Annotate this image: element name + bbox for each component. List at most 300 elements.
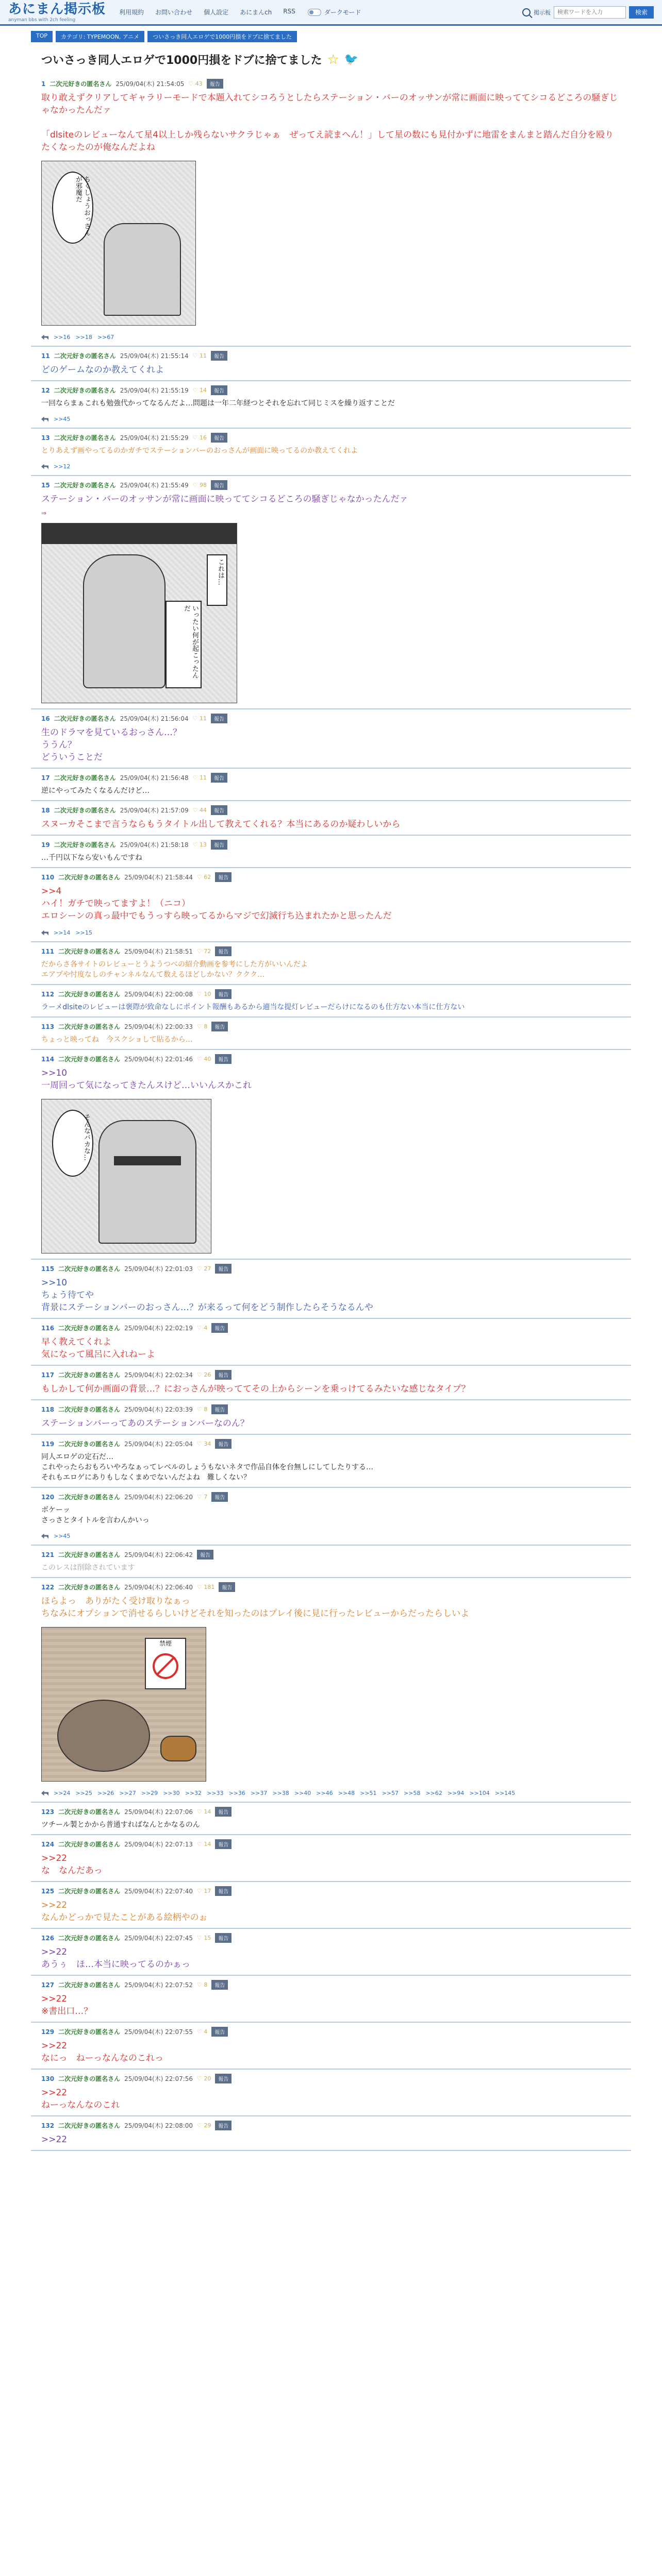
- post-header: [41, 429, 621, 446]
- post-date: 25/09/04(木) 21:55:49: [120, 482, 189, 489]
- heart-icon: ♡: [197, 948, 204, 955]
- heart-icon: ♡: [197, 1023, 204, 1030]
- post-number[interactable]: 11: [41, 352, 50, 360]
- heart-icon: ♡: [192, 807, 200, 814]
- like-count-value: 10: [204, 991, 211, 997]
- report-button[interactable]: 報告: [215, 989, 231, 999]
- report-button[interactable]: 報告: [211, 840, 227, 850]
- like-count-value: 13: [200, 841, 207, 848]
- post-body: ちょっと映ってね 今スクショして貼るから…: [41, 1036, 193, 1044]
- poster-name: 二次元好きの匿名さん: [58, 1584, 121, 1591]
- post-number[interactable]: 118: [41, 1405, 55, 1413]
- speech-bubble-secondary: これは…: [207, 554, 227, 606]
- like-count-value: 40: [204, 1056, 211, 1062]
- post: [31, 836, 631, 868]
- reply-link[interactable]: >>58: [404, 1790, 421, 1797]
- reply-link[interactable]: >>46: [316, 1790, 333, 1797]
- post-number[interactable]: 113: [41, 1023, 55, 1030]
- post: [31, 985, 631, 1018]
- poster-name: 二次元好きの匿名さん: [58, 1265, 121, 1273]
- like-count-value: 8: [204, 1981, 208, 1988]
- heart-icon: ♡: [197, 1808, 204, 1815]
- heart-icon: ♡: [197, 1981, 204, 1988]
- post-header: [41, 1400, 621, 1417]
- post-header: [41, 347, 621, 364]
- report-button[interactable]: 報告: [211, 433, 227, 443]
- heart-icon: ♡: [192, 841, 200, 848]
- post-image[interactable]: [41, 1627, 206, 1782]
- post-date: 25/09/04(木) 22:06:40: [124, 1584, 193, 1591]
- report-button[interactable]: 報告: [215, 1054, 231, 1064]
- image-figure: [83, 554, 166, 688]
- post-header: [41, 1976, 621, 1993]
- heart-icon: ♡: [197, 1440, 204, 1447]
- post-number[interactable]: 115: [41, 1265, 55, 1273]
- reply-link[interactable]: >>38: [272, 1790, 289, 1797]
- reply-links: [41, 926, 621, 941]
- post-body: >>22: [41, 2134, 68, 2145]
- post-body: 取り敢えずクリアしてギャラリーモードで本題入れてシコろうとしたらステーション・バーのオッサンが常に画面に映っててシコるどころの騒ぎじゃなかったんだァ 「dlsiteのレビューなんて星4以上しか残らないサクラじゃぁ ぜってえ読まへん！」して星の数にも見付かずに地雷をまんまと踏んだ自分を殴りたくなったのが俺なんだよね: [41, 93, 618, 152]
- report-button[interactable]: 報告: [211, 2027, 228, 2037]
- post-date: 25/09/04(木) 22:07:40: [124, 1888, 193, 1895]
- like-count[interactable]: [197, 1371, 211, 1378]
- post-date: 25/09/04(木) 22:06:42: [124, 1551, 193, 1558]
- report-button[interactable]: 報告: [197, 1550, 213, 1560]
- post-number[interactable]: 19: [41, 841, 50, 849]
- post-header: [41, 2116, 621, 2133]
- post-number[interactable]: 119: [41, 1440, 55, 1448]
- like-count[interactable]: [197, 991, 211, 997]
- post-date: 25/09/04(木) 22:03:39: [124, 1406, 193, 1413]
- like-count[interactable]: [197, 1981, 207, 1988]
- like-count[interactable]: [193, 352, 207, 359]
- like-count[interactable]: [193, 387, 207, 394]
- nav-rss[interactable]: RSS: [283, 8, 295, 15]
- post-number[interactable]: 15: [41, 481, 50, 489]
- like-count-value: 14: [200, 387, 207, 394]
- search-input[interactable]: [554, 6, 626, 19]
- reply-arrow-icon: [41, 464, 48, 469]
- nav-anymanch[interactable]: あにまんch: [240, 9, 272, 16]
- post-header: [41, 1050, 621, 1067]
- poster-name: 二次元好きの匿名さん: [54, 387, 116, 394]
- report-button[interactable]: 報告: [211, 385, 227, 395]
- post-header: [41, 75, 621, 92]
- heart-icon: ♡: [197, 2122, 204, 2129]
- search-button[interactable]: 検索: [629, 6, 654, 19]
- report-button[interactable]: 報告: [211, 1980, 228, 1990]
- reply-link[interactable]: >>12: [54, 463, 71, 470]
- heart-icon: ♡: [197, 1584, 204, 1590]
- reply-link[interactable]: >>27: [119, 1790, 136, 1797]
- like-count[interactable]: [197, 1935, 211, 1941]
- like-count[interactable]: [197, 1841, 211, 1848]
- post-number[interactable]: 126: [41, 1934, 55, 1942]
- reply-arrow-icon: [41, 335, 48, 340]
- like-count[interactable]: [193, 841, 207, 848]
- post-header: [41, 476, 621, 493]
- heart-icon: ♡: [192, 387, 200, 394]
- post-body: ツチール製とかから普通すればなんとかなるのん: [41, 1821, 200, 1829]
- poster-name: 二次元好きの匿名さん: [58, 948, 121, 955]
- report-button[interactable]: 報告: [211, 351, 227, 361]
- reply-link[interactable]: >>37: [250, 1790, 268, 1797]
- post-body: ボケーッ さっさとタイトルを言わんかいっ: [41, 1506, 150, 1524]
- breadcrumb-category[interactable]: カテゴリ: TYPEMOON, アニメ: [56, 31, 144, 42]
- post-date: 25/09/04(木) 21:55:14: [120, 352, 189, 360]
- post-header: [41, 985, 621, 1002]
- reply-link[interactable]: >>57: [382, 1790, 399, 1797]
- post-image[interactable]: [41, 523, 237, 703]
- reply-links: [41, 1530, 621, 1545]
- like-count[interactable]: [193, 715, 207, 722]
- post-date: 25/09/04(木) 22:07:56: [124, 2075, 193, 2082]
- like-count[interactable]: [197, 1494, 207, 1500]
- reply-link[interactable]: >>104: [469, 1790, 490, 1797]
- post-body: とりあえず画やってるのかガチでステーションバーのおっさんが画面に映ってるのか教えてくれよ: [41, 447, 358, 455]
- like-count[interactable]: [193, 482, 207, 488]
- like-count-value: 43: [195, 80, 203, 87]
- post-body: だからさ各サイトのレビューとうようつべの紹介動画を参考にした方がいいんだよ エアプや忖度なしのチャンネルなんて数えるほどしかない？ククク…: [41, 960, 308, 979]
- dark-mode-toggle[interactable]: [308, 8, 361, 16]
- like-count[interactable]: [197, 2028, 207, 2035]
- reply-link[interactable]: >>48: [338, 1790, 355, 1797]
- like-count[interactable]: [197, 2122, 211, 2129]
- like-count[interactable]: [193, 807, 207, 814]
- reply-link[interactable]: >>51: [360, 1790, 377, 1797]
- like-count[interactable]: [197, 1406, 207, 1413]
- post-header: [41, 836, 621, 853]
- report-button[interactable]: 報告: [215, 2121, 231, 2130]
- breadcrumb: [0, 26, 662, 42]
- post-header: [41, 1260, 621, 1277]
- post: [31, 1578, 631, 1803]
- poster-name: 二次元好きの匿名さん: [49, 80, 112, 88]
- report-button[interactable]: 報告: [211, 480, 227, 490]
- post-header: [41, 1366, 621, 1383]
- post: [31, 75, 631, 347]
- like-count[interactable]: [188, 80, 202, 87]
- reply-link[interactable]: >>36: [228, 1790, 245, 1797]
- like-count[interactable]: [197, 1023, 207, 1030]
- post-date: 25/09/04(木) 22:01:03: [124, 1265, 193, 1273]
- reply-link[interactable]: >>45: [54, 1533, 71, 1539]
- post-number[interactable]: 18: [41, 806, 50, 814]
- logo-subtitle: anyman bbs with 2ch feeling: [8, 17, 76, 23]
- post-body: >>22 あうぅ ほ…本当に映ってるのかぁっ: [41, 1947, 190, 1970]
- report-button[interactable]: 報告: [215, 1370, 231, 1380]
- heart-icon: ♡: [188, 80, 195, 87]
- post-header: [41, 801, 621, 818]
- report-button[interactable]: 報告: [211, 805, 227, 815]
- post: [31, 1260, 631, 1319]
- like-count[interactable]: [197, 2075, 211, 2082]
- like-count-value: 29: [204, 2122, 211, 2129]
- post-list: [31, 75, 631, 2151]
- reply-link[interactable]: >>33: [207, 1790, 224, 1797]
- post-body: >>22 な なんだあっ: [41, 1853, 103, 1876]
- report-button[interactable]: 報告: [211, 1323, 228, 1333]
- post-number[interactable]: 122: [41, 1583, 55, 1591]
- post: [31, 347, 631, 381]
- post-header: [41, 1835, 621, 1852]
- like-count[interactable]: [197, 1888, 211, 1894]
- reply-link[interactable]: >>67: [97, 334, 114, 341]
- reply-links: [41, 413, 621, 428]
- post: [31, 1929, 631, 1976]
- breadcrumb-thread[interactable]: ついさっき同人エロゲで1000円損をドブに捨てました: [147, 31, 297, 42]
- poster-name: 二次元好きの匿名さん: [54, 482, 116, 489]
- post: [31, 1366, 631, 1400]
- post-body: もしかして何か画面の背景…？におっさんが映っててその上からシーンを乗っけてるみたいな感じなタイプ？: [41, 1384, 470, 1394]
- post-body: >>4 ハイ！ガチで映ってますよ！（ニコ） エロシーンの真っ最中でもうっすら映ってるからマジで幻滅行ち込まれたかと思ったんだ: [41, 886, 392, 921]
- logo-title: あにまん掲示板: [8, 1, 106, 17]
- report-button[interactable]: 報告: [215, 946, 231, 956]
- post-number[interactable]: 130: [41, 2075, 55, 2082]
- reply-link[interactable]: >>94: [447, 1790, 465, 1797]
- report-button[interactable]: 報告: [215, 1933, 231, 1943]
- post-date: 25/09/04(木) 22:00:33: [124, 1023, 193, 1030]
- site-logo[interactable]: [8, 2, 106, 23]
- like-count-value: 26: [204, 1371, 211, 1378]
- post-number[interactable]: 117: [41, 1371, 55, 1379]
- report-button[interactable]: 報告: [211, 1404, 228, 1414]
- like-count-value: 11: [200, 715, 207, 722]
- post: [31, 1835, 631, 1882]
- speech-bubble: ちくしょうおっさんが邪魔だ: [52, 172, 93, 244]
- poster-name: 二次元好きの匿名さん: [58, 1440, 121, 1448]
- reply-link[interactable]: >>32: [185, 1790, 202, 1797]
- report-button[interactable]: 報告: [219, 1582, 235, 1592]
- post-header: [41, 1435, 621, 1452]
- heart-icon: ♡: [197, 2075, 204, 2082]
- post-header: [41, 2070, 621, 2087]
- post-header: [41, 942, 621, 959]
- speech-bubble: いったい何が起こったんだ: [166, 601, 202, 688]
- post-date: 25/09/04(木) 22:07:52: [124, 1981, 193, 1989]
- post-header: [41, 381, 621, 398]
- report-button[interactable]: 報告: [211, 1022, 228, 1031]
- image-figure: [104, 223, 181, 316]
- poster-name: 二次元好きの匿名さん: [54, 352, 116, 360]
- post: [31, 868, 631, 942]
- post-image[interactable]: [41, 161, 196, 326]
- like-count[interactable]: [197, 1265, 211, 1272]
- report-button[interactable]: 報告: [211, 714, 227, 723]
- post-number[interactable]: 13: [41, 434, 50, 442]
- no-smoking-icon: [153, 1653, 178, 1679]
- post-date: 25/09/04(木) 22:01:46: [124, 1056, 193, 1063]
- post-body: ステーションバーってあのステーションバーなのん？: [41, 1418, 249, 1429]
- post-number[interactable]: 12: [41, 386, 50, 394]
- toggle-switch-icon[interactable]: [308, 9, 321, 16]
- like-count[interactable]: [197, 1584, 214, 1590]
- post-number[interactable]: 112: [41, 990, 55, 998]
- poster-name: 二次元好きの匿名さん: [58, 2122, 121, 2129]
- post-number[interactable]: 110: [41, 873, 55, 881]
- post-body: …千円以下なら安いもんですね: [41, 854, 142, 862]
- post: [31, 2023, 631, 2070]
- poster-name: 二次元好きの匿名さん: [58, 1808, 121, 1816]
- reply-link[interactable]: >>40: [294, 1790, 311, 1797]
- report-button[interactable]: 報告: [207, 79, 223, 89]
- reply-link[interactable]: >>26: [97, 1790, 114, 1797]
- post: [31, 429, 631, 476]
- post-number[interactable]: 17: [41, 774, 50, 782]
- reply-link[interactable]: >>15: [75, 929, 92, 936]
- post-number[interactable]: 129: [41, 2028, 55, 2036]
- reply-link[interactable]: >>14: [54, 929, 71, 936]
- report-button[interactable]: 報告: [215, 1839, 231, 1849]
- like-count[interactable]: [197, 1808, 211, 1815]
- post-number[interactable]: 114: [41, 1055, 55, 1063]
- post-date: 25/09/04(木) 22:07:06: [124, 1808, 193, 1816]
- reply-links: [41, 1787, 621, 1802]
- post: [31, 2116, 631, 2151]
- post-body: ほらよっ ありがたく受け取りなぁっ ちなみにオプションで消せるらしいけどそれを知ったのはプレイ後に見に行ったレビューからだったらしいよ: [41, 1596, 469, 1619]
- reply-link[interactable]: >>145: [494, 1790, 516, 1797]
- post-date: 25/09/04(木) 21:58:44: [124, 874, 193, 881]
- thread: [0, 42, 662, 2151]
- heart-icon: ♡: [197, 1371, 204, 1378]
- post-number[interactable]: 120: [41, 1493, 55, 1501]
- reply-link[interactable]: >>25: [75, 1790, 92, 1797]
- like-count[interactable]: [197, 1325, 207, 1331]
- nav-contact[interactable]: お問い合わせ: [155, 9, 193, 16]
- dark-mode-label: ダークモード: [324, 9, 361, 16]
- poster-name: 二次元好きの匿名さん: [58, 1056, 121, 1063]
- like-count-value: 4: [204, 1325, 208, 1331]
- post-date: 25/09/04(木) 21:55:19: [120, 387, 189, 394]
- like-count[interactable]: [197, 874, 211, 880]
- poster-name: 二次元好きの匿名さん: [58, 1406, 121, 1413]
- heart-icon: ♡: [197, 1265, 204, 1272]
- post-date: 25/09/04(木) 22:06:20: [124, 1494, 193, 1501]
- reply-link[interactable]: >>29: [141, 1790, 158, 1797]
- speech-bubble: そんなバカな…: [52, 1110, 93, 1177]
- nav-terms[interactable]: 利用規約: [119, 9, 144, 16]
- post-number[interactable]: 121: [41, 1551, 55, 1558]
- post-header: [41, 1578, 621, 1595]
- post-date: 25/09/04(木) 22:07:45: [124, 1935, 193, 1942]
- post: [31, 769, 631, 801]
- post-date: 25/09/04(木) 22:00:08: [124, 991, 193, 998]
- reply-link[interactable]: >>18: [75, 334, 92, 341]
- header-nav: [119, 8, 295, 16]
- reply-links: [41, 331, 621, 346]
- image-shadow: [42, 523, 237, 544]
- dog-figure: [160, 1736, 196, 1761]
- quote-arrow: ⇒: [41, 510, 47, 517]
- heart-icon: ♡: [197, 1494, 204, 1500]
- post: [31, 709, 631, 769]
- heart-icon: ♡: [192, 482, 200, 488]
- post-body: >>22 なんかどっかで見たことがある絵柄やのぉ: [41, 1900, 208, 1923]
- like-count-value: 11: [200, 774, 207, 781]
- post-number[interactable]: 124: [41, 1840, 55, 1848]
- report-button[interactable]: 報告: [215, 1439, 231, 1449]
- reply-link[interactable]: >>16: [54, 334, 71, 341]
- post-date: 25/09/04(木) 22:02:19: [124, 1325, 193, 1332]
- like-count[interactable]: [193, 434, 207, 441]
- search-icon: [522, 8, 531, 16]
- post-header: [41, 868, 621, 885]
- post-number[interactable]: 116: [41, 1324, 55, 1332]
- post-number[interactable]: 127: [41, 1981, 55, 1989]
- post-number[interactable]: 123: [41, 1808, 55, 1816]
- search-scope[interactable]: 掲示板: [533, 9, 551, 16]
- nav-settings[interactable]: 個人設定: [204, 9, 229, 16]
- post-body: >>22 ※書出口…？: [41, 1994, 93, 2016]
- poster-name: 二次元好きの匿名さん: [58, 2075, 121, 2082]
- like-count[interactable]: [193, 774, 207, 781]
- like-count[interactable]: [197, 948, 211, 955]
- post-body: >>10 一周回って気になってきたんスけど…いいんスかこれ: [41, 1068, 252, 1091]
- post-header: [41, 1018, 621, 1035]
- no-smoking-sign: 禁煙: [145, 1638, 186, 1689]
- reply-link[interactable]: >>24: [54, 1790, 71, 1797]
- post-date: 25/09/04(木) 22:05:04: [124, 1440, 193, 1448]
- heart-icon: ♡: [197, 874, 204, 880]
- post-body: ステーション・バーのオッサンが常に画面に映っててシコるどころの騒ぎじゃなかったんだァ: [41, 494, 408, 504]
- post: [31, 1976, 631, 2023]
- heart-icon: ♡: [197, 1841, 204, 1848]
- post-date: 25/09/04(木) 22:02:34: [124, 1371, 193, 1379]
- report-button[interactable]: 報告: [215, 2074, 231, 2083]
- post-header: [41, 709, 621, 726]
- like-count-value: 14: [204, 1808, 211, 1815]
- post-date: 25/09/04(木) 21:58:51: [124, 948, 193, 955]
- favorite-star-icon[interactable]: ☆: [327, 52, 339, 67]
- image-figure: [98, 1120, 196, 1244]
- like-count[interactable]: [197, 1440, 211, 1447]
- post: [31, 476, 631, 709]
- reply-link[interactable]: >>45: [54, 416, 71, 422]
- post-image[interactable]: [41, 1099, 211, 1253]
- post-number[interactable]: 1: [41, 80, 46, 88]
- post: [31, 2070, 631, 2116]
- post-header: [41, 1882, 621, 1899]
- breadcrumb-top[interactable]: TOP: [31, 31, 53, 42]
- report-button[interactable]: 報告: [215, 1886, 231, 1896]
- report-button[interactable]: 報告: [211, 1492, 228, 1502]
- reply-link[interactable]: >>62: [425, 1790, 442, 1797]
- post-header: [41, 1803, 621, 1820]
- report-button[interactable]: 報告: [215, 1807, 231, 1817]
- report-button[interactable]: 報告: [215, 1264, 231, 1274]
- report-button[interactable]: 報告: [211, 773, 227, 783]
- heart-icon: ♡: [197, 1325, 204, 1331]
- poster-name: 二次元好きの匿名さん: [58, 1325, 121, 1332]
- post-number[interactable]: 111: [41, 947, 55, 955]
- post-number[interactable]: 125: [41, 1887, 55, 1895]
- heart-icon: ♡: [197, 1406, 204, 1413]
- like-count-value: 17: [204, 1888, 211, 1894]
- like-count-value: 62: [204, 874, 211, 880]
- post-number[interactable]: 16: [41, 715, 50, 722]
- like-count[interactable]: [197, 1056, 211, 1062]
- post-number[interactable]: 132: [41, 2122, 55, 2129]
- reply-link[interactable]: >>30: [163, 1790, 180, 1797]
- post-body: どのゲームなのか教えてくれよ: [41, 365, 164, 375]
- twitter-share-icon[interactable]: 🐦: [344, 53, 359, 66]
- report-button[interactable]: 報告: [215, 872, 231, 882]
- like-count-value: 8: [204, 1406, 208, 1413]
- post-body: 逆にやってみたくなるんだけど…: [41, 787, 150, 795]
- heart-icon: ♡: [192, 352, 200, 359]
- like-count-value: 34: [204, 1440, 211, 1447]
- post-body: 一回ならまぁこれも勉強代かってなるんだよ…問題は一年二年経つとそれを忘れて同じミスを繰り返すことだ: [41, 399, 395, 408]
